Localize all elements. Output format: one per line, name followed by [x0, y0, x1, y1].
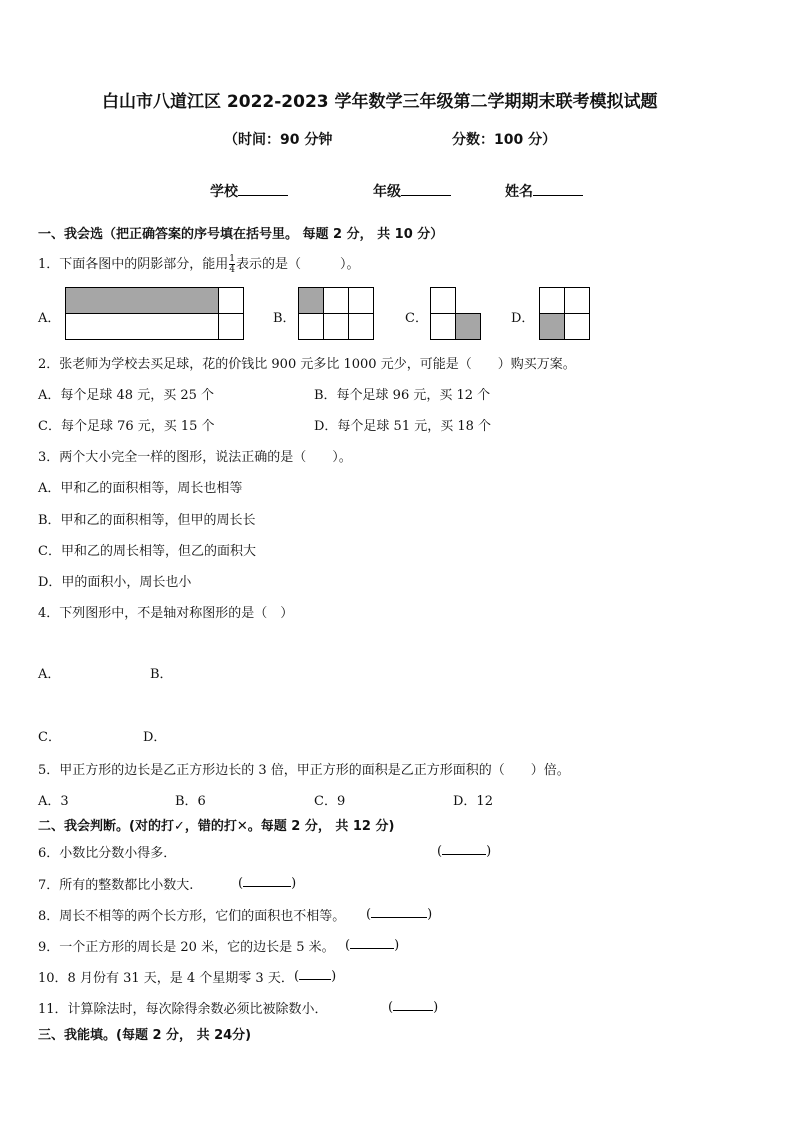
question-5-stem: 5．甲正方形的边长是乙正方形边长的 3 倍，甲正方形的面积是乙正方形面积的（ ）倍。 [38, 763, 570, 778]
q3-option-d: D．甲的面积小，周长也小 [38, 575, 192, 590]
q1-option-b-figure [298, 287, 376, 341]
q2-option-d: D．每个足球 51 元，买 18 个 [314, 419, 492, 434]
judge-item-11: 11．计算除法时，每次除得余数必须比被除数小． [38, 1002, 328, 1017]
section-2-title: 二、我会判断。(对的打✓，错的打✕。每题 2 分， 共 12 分) [38, 819, 395, 834]
q1-option-c-label: C． [405, 311, 428, 326]
q5-option-d: D．12 [453, 794, 493, 809]
q3-option-c: C．甲和乙的周长相等，但乙的面积大 [38, 544, 256, 559]
answer-blank-10[interactable]: ( ) [294, 969, 337, 984]
answer-blank-11[interactable]: ( ) [388, 1000, 439, 1015]
answer-blank-7[interactable]: ( ) [238, 876, 297, 891]
grade-label: 年级 [373, 184, 401, 200]
q4-option-a: A． [38, 667, 61, 682]
q2-option-c: C．每个足球 76 元，买 15 个 [38, 419, 215, 434]
school-label: 学校 [210, 184, 238, 200]
answer-blank-8[interactable]: ( ) [366, 907, 433, 922]
q5-option-b: B．6 [175, 794, 206, 809]
name-label: 姓名 [505, 184, 533, 200]
name-field [505, 181, 583, 201]
q3-option-a: A．甲和乙的面积相等，周长也相等 [38, 481, 243, 496]
exam-time: （时间：90 分钟 [224, 132, 333, 148]
q5-option-a: A．3 [38, 794, 69, 809]
answer-blank-6[interactable]: ( ) [437, 844, 492, 859]
answer-blank-9[interactable]: ( ) [345, 938, 400, 953]
q1-option-b-label: B． [273, 311, 296, 326]
q4-option-c: C． [38, 730, 61, 745]
q1-option-d-figure [539, 287, 593, 341]
question-3-stem: 3．两个大小完全一样的图形，说法正确的是（ ）。 [38, 450, 352, 465]
section-1-title: 一、我会选（把正确答案的序号填在括号里。 每题 2 分， 共 10 分） [38, 227, 444, 242]
exam-score: 分数：100 分） [452, 132, 557, 148]
q1-option-c-figure [430, 287, 484, 341]
q1-option-a-figure [65, 287, 245, 341]
q2-option-b: B．每个足球 96 元，买 12 个 [314, 388, 491, 403]
school-field [210, 181, 288, 201]
q1-option-d-label: D． [511, 311, 535, 326]
q3-option-b: B．甲和乙的面积相等，但甲的周长长 [38, 513, 256, 528]
grade-field [373, 181, 451, 201]
question-4-stem: 4．下列图形中，不是轴对称图形的是（ ） [38, 606, 294, 621]
q5-option-c: C．9 [314, 794, 346, 809]
section-3-title: 三、我能填。(每题 2 分， 共 24分) [38, 1028, 252, 1043]
question-1-stem: 1．下面各图中的阴影部分，能用 $\frac{1}{4}$ 表示的是（ ）。 [38, 254, 360, 275]
q1-option-a-label: A． [38, 311, 61, 326]
q4-option-b: B． [150, 667, 173, 682]
judge-item-10: 10．8 月份有 31 天，是 4 个星期零 3 天． [38, 971, 294, 986]
q4-option-d: D． [143, 730, 167, 745]
judge-item-8: 8．周长不相等的两个长方形，它们的面积也不相等。 [38, 909, 346, 924]
judge-item-7: 7．所有的整数都比小数大. [38, 878, 194, 893]
fraction-one-quarter: $\frac{1}{4}$ [229, 254, 236, 275]
judge-item-9: 9．一个正方形的周长是 20 米，它的边长是 5 米。 [38, 940, 335, 955]
question-2-stem: 2．张老师为学校去买足球，花的价钱比 900 元多比 1000 元少，可能是（ ）购买万案。 [38, 357, 576, 372]
q2-option-a: A．每个足球 48 元，买 25 个 [38, 388, 215, 403]
judge-item-6: 6．小数比分数小得多． [38, 846, 177, 861]
page-title: 白山市八道江区 2022-2023 学年数学三年级第二学期期末联考模拟试题 [102, 92, 658, 112]
